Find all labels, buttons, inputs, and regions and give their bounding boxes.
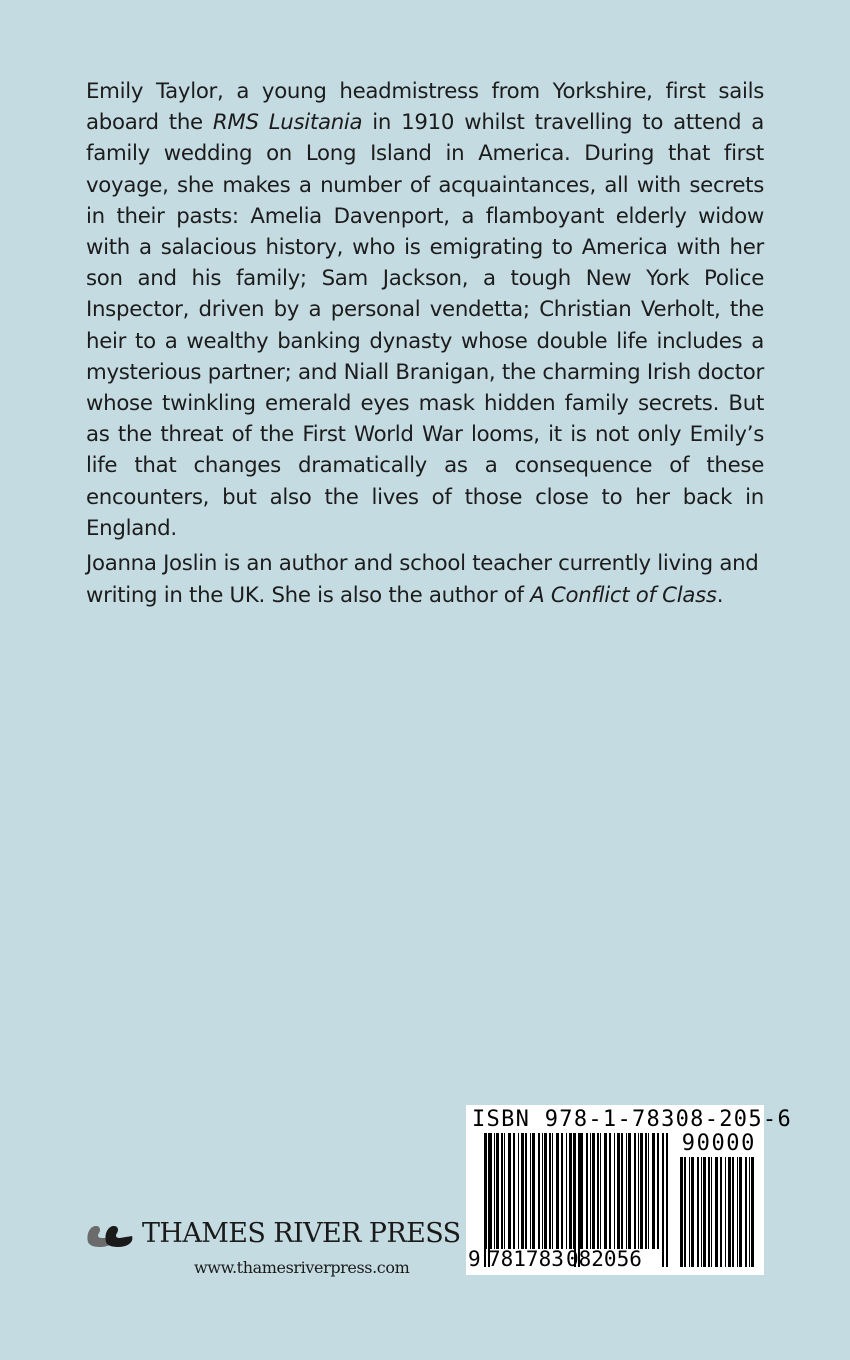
barcode-bar <box>617 1133 620 1249</box>
barcode-bar <box>604 1133 607 1249</box>
author-bio <box>86 548 776 612</box>
barcode-bar <box>626 1133 627 1249</box>
bio-text: Joanna Joslin is an author and school teacher currently living and writing in the UK. She is also the author of <box>86 551 759 608</box>
barcode-bar <box>544 1133 547 1249</box>
price-code: 90000 <box>681 1131 756 1156</box>
publisher-url: www.thamesriverpress.com <box>194 1258 410 1277</box>
bio-end: . <box>716 583 724 608</box>
isbn-label: ISBN 978-1-78308-205-6 <box>472 1107 792 1132</box>
barcode-bar <box>542 1133 543 1249</box>
barcode-bar <box>518 1133 519 1249</box>
barcode-bar <box>496 1133 499 1249</box>
barcode-bar <box>549 1133 551 1249</box>
barcode-bar <box>640 1133 643 1249</box>
barcode-bar <box>657 1133 659 1249</box>
barcode-digits-left: 781783 <box>488 1247 564 1271</box>
publisher-imprint <box>84 1218 461 1284</box>
barcode-digits <box>466 1247 764 1275</box>
barcode-bar <box>504 1133 505 1249</box>
ship-name: RMS Lusitania <box>212 110 363 136</box>
barcode-bar <box>609 1133 611 1249</box>
blurb-paragraph <box>86 76 764 544</box>
barcode-bar <box>508 1133 511 1249</box>
barcode-bar <box>645 1133 647 1249</box>
blurb-text-start: Emily Taylor, a young headmistress from Yorkshire, first sails aboard the <box>86 79 764 136</box>
barcode-bar <box>648 1133 649 1249</box>
isbn-barcode <box>466 1105 792 1275</box>
barcode-digit-first: 9 <box>468 1247 481 1271</box>
barcode-bar <box>561 1133 563 1249</box>
barcode-bar <box>494 1133 495 1249</box>
swans-logo-icon <box>84 1220 136 1250</box>
barcode-bar <box>525 1133 527 1249</box>
barcode-digits-right: 082056 <box>566 1247 642 1271</box>
barcode-bar <box>592 1133 595 1249</box>
barcode-bar <box>532 1133 535 1249</box>
barcode-bar <box>530 1133 531 1249</box>
barcode-bar <box>590 1133 591 1249</box>
barcode-bar <box>521 1133 524 1249</box>
barcode-bar <box>600 1133 601 1249</box>
barcode-bar <box>597 1133 599 1249</box>
barcode-bar <box>634 1133 636 1249</box>
barcode-bar <box>652 1133 655 1249</box>
barcode-bar <box>538 1133 540 1249</box>
publisher-name: THAMES RIVER PRESS <box>142 1218 461 1249</box>
barcode-bar <box>614 1133 615 1249</box>
blurb-text-rest: in 1910 whilst travelling to attend a family wedding on Long Island in America. During that first voyage, she makes a number of acquaintances, all with secrets in their pasts: Amelia Davenport, a flamboyant elderly widow with a salacious history, who is emigrating to America with her son and his family; Sam Jackson, a tough New York Police Inspector, driven by a personal vendetta; Christian Verholt, the heir to a wealthy banking dynasty whose double life includes a mysterious partner; and Niall Branigan, the charming Irish doctor whose twinkling emerald eyes mask hidden family secrets. But as the threat of the First World War looms, it is not only Emily’s life that changes dramatically as a consequence of these encounters, but also the lives of those close to her back in England. <box>86 110 764 541</box>
barcode-bar <box>501 1133 503 1249</box>
barcode-bar <box>566 1133 567 1249</box>
barcode-bar <box>580 1133 583 1249</box>
barcode-bar <box>490 1133 492 1249</box>
barcode-bar <box>621 1133 623 1249</box>
barcode-bar <box>556 1133 559 1249</box>
barcode-bar <box>638 1133 639 1249</box>
barcode-bar <box>552 1133 553 1249</box>
barcode-bar <box>628 1133 631 1249</box>
barcode-bar <box>569 1133 572 1249</box>
other-book-title: A Conflict of Class <box>530 583 717 608</box>
barcode-bar <box>586 1133 588 1249</box>
barcode-bar <box>513 1133 515 1249</box>
